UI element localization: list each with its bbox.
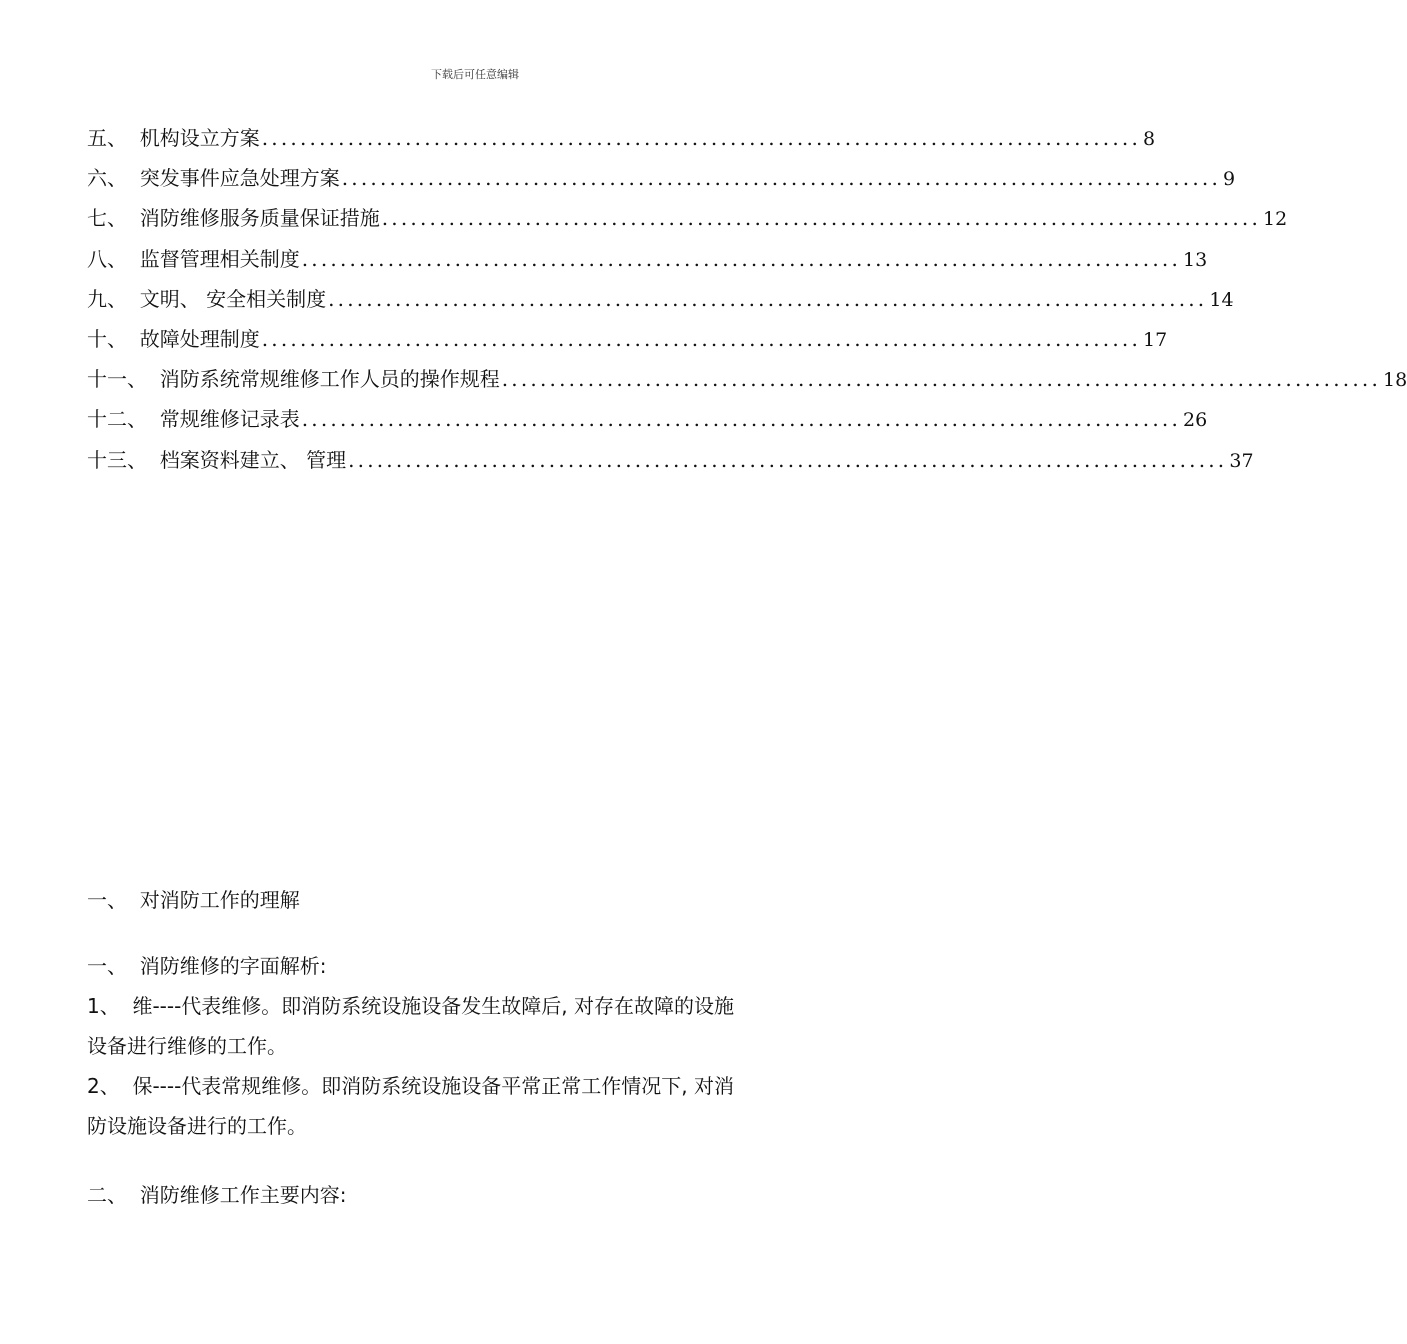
toc-entry-page: 17 xyxy=(1143,328,1168,351)
section-heading-block xyxy=(87,880,863,920)
toc-entry-page: 26 xyxy=(1183,409,1208,432)
toc-entry[interactable] xyxy=(87,160,1236,200)
subsection-heading: 二、 消防维修工作主要内容: xyxy=(87,1183,347,1207)
toc-entry-number: 五、 xyxy=(87,126,140,150)
toc-entry-page: 13 xyxy=(1183,248,1208,271)
toc-leader-dots: ............................................................................................ xyxy=(261,326,1142,351)
toc-entry-title: 故障处理制度 xyxy=(139,326,260,351)
toc-entry-page: 37 xyxy=(1229,449,1254,472)
subsection-heading: 一、 消防维修的字面解析: xyxy=(87,954,327,978)
toc-leader-dots: ............................................................................................ xyxy=(261,126,1142,150)
toc-leader-dots: ............................................................................................ xyxy=(348,447,1228,472)
toc-leader-dots: ............................................................................................ xyxy=(328,286,1208,311)
toc-entry-page: 9 xyxy=(1223,168,1236,191)
toc-entry-number: 十二、 xyxy=(87,407,160,432)
body-content xyxy=(87,946,863,1146)
toc-entry-number: 七、 xyxy=(87,206,140,231)
toc-entry-title: 消防系统常规维修工作人员的操作规程 xyxy=(159,367,500,392)
toc-entry-number: 十一、 xyxy=(87,367,160,392)
toc-entry[interactable] xyxy=(87,321,1168,361)
toc-leader-dots: ............................................................................................ xyxy=(381,206,1262,231)
subsection-block xyxy=(87,1175,863,1215)
paragraph-line: 防设施设备进行的工作。 xyxy=(87,1114,307,1138)
page-header: 下载后可任意编辑 xyxy=(431,68,519,81)
toc-entry-title: 监督管理相关制度 xyxy=(139,246,300,271)
toc-entry-title: 突发事件应急处理方案 xyxy=(139,166,340,191)
toc-entry-number: 六、 xyxy=(87,166,140,191)
toc-entry[interactable] xyxy=(87,442,1254,482)
toc-entry-number: 九、 xyxy=(87,286,140,311)
toc-leader-dots: ............................................................................................ xyxy=(341,166,1222,191)
toc-entry-page: 18 xyxy=(1383,369,1407,392)
toc-leader-dots: ............................................................................................ xyxy=(301,246,1182,271)
toc-entry-number: 十、 xyxy=(87,326,140,351)
toc-entry-title: 消防维修服务质量保证措施 xyxy=(139,206,380,231)
toc-entry[interactable] xyxy=(87,120,1156,160)
toc-leader-dots: ............................................................................................ xyxy=(301,407,1182,432)
toc-entry[interactable] xyxy=(87,281,1234,321)
toc-entry-title: 文明、 安全相关制度 xyxy=(139,286,327,311)
toc-entry-title: 常规维修记录表 xyxy=(159,407,300,432)
toc-entry-page: 8 xyxy=(1143,128,1156,150)
toc-entry[interactable] xyxy=(87,241,1208,281)
toc-entry[interactable] xyxy=(87,200,1288,240)
toc-leader-dots: ............................................................................................ xyxy=(501,367,1382,392)
paragraph-line: 设备进行维修的工作。 xyxy=(87,1034,287,1058)
toc-entry-number: 十三、 xyxy=(87,447,160,472)
table-of-contents xyxy=(87,120,1407,482)
paragraph-line: 2、 保----代表常规维修。即消防系统设施设备平常正常工作情况下, 对消 xyxy=(87,1074,735,1098)
toc-entry-page: 14 xyxy=(1209,288,1234,311)
toc-entry-title: 档案资料建立、 管理 xyxy=(159,447,347,472)
paragraph-line: 1、 维----代表维修。即消防系统设施设备发生故障后, 对存在故障的设施 xyxy=(87,994,735,1018)
toc-entry-title: 机构设立方案 xyxy=(139,126,260,150)
toc-entry[interactable] xyxy=(87,401,1208,441)
toc-entry-number: 八、 xyxy=(87,246,140,271)
toc-entry[interactable] xyxy=(87,361,1407,401)
toc-entry-page: 12 xyxy=(1263,208,1288,231)
section-heading: 一、 对消防工作的理解 xyxy=(87,888,300,912)
